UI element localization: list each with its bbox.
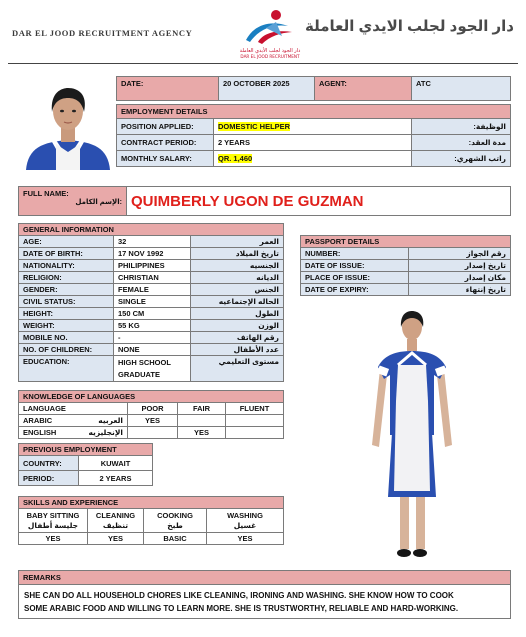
passport-issue-place-label-ar: مكان إصدار (409, 272, 511, 284)
skill-cleaning-value: YES (88, 533, 144, 545)
civil-status-label-ar: الحاله الإجتماعيه (191, 296, 284, 308)
employment-title: EMPLOYMENT DETAILS (117, 105, 511, 119)
gender-value: FEMALE (114, 284, 191, 296)
portrait-photo (22, 78, 114, 170)
country-value: KUWAIT (79, 456, 153, 471)
period-value: 2 YEARS (79, 471, 153, 486)
lang-col-fair: FAIR (178, 403, 226, 415)
languages-title: KNOWLEDGE OF LANGUAGES (19, 391, 284, 403)
dob-label: DATE OF BIRTH: (19, 248, 114, 260)
lang-english-fair: YES (178, 427, 226, 439)
languages-table (18, 390, 284, 439)
nationality-label: NATIONALITY: (19, 260, 114, 272)
remarks-text: SHE CAN DO ALL HOUSEHOLD CHORES LIKE CLEANING, IRONING AND WASHING. SHE KNOW HOW TO COOK SOME ARABIC FOOD AND WILLING TO LEARN MORE. SHE IS TRUSTWORTHY, RELIABLE AND HARD-WORKING. (19, 585, 511, 619)
weight-value: 55 KG (114, 320, 191, 332)
lang-col-language: LANGUAGE (19, 403, 128, 415)
full-name-value: QUIMBERLY UGON DE GUZMAN (127, 187, 511, 216)
salary-label-ar: راتب الشهري: (412, 151, 511, 167)
salary-label: MONTHLY SALARY: (117, 151, 214, 167)
passport-details-table (300, 235, 511, 296)
svg-text:DAR EL JOOD RECRUITMENT: DAR EL JOOD RECRUITMENT (240, 54, 300, 59)
nationality-value: PHILIPPINES (114, 260, 191, 272)
lang-arabic-fair (178, 415, 226, 427)
skills-title: SKILLS AND EXPERIENCE (19, 497, 284, 509)
passport-issue-date-label-ar: تاريخ إصدار (409, 260, 511, 272)
lang-col-poor: POOR (128, 403, 178, 415)
passport-number-label-ar: رقم الجواز (409, 248, 511, 260)
position-value: DOMESTIC HELPER (214, 119, 412, 135)
gender-label: GENDER: (19, 284, 114, 296)
nationality-label-ar: الجنسيه (191, 260, 284, 272)
skills-table (18, 496, 284, 545)
age-value: 32 (114, 236, 191, 248)
weight-label-ar: الوزن (191, 320, 284, 332)
children-value: NONE (114, 344, 191, 356)
skill-babysitting: BABY SITTING جليسة أطفال (19, 509, 88, 533)
dob-value: 17 NOV 1992 (114, 248, 191, 260)
agency-name-english: DAR EL JOOD RECRUITMENT AGENCY (12, 28, 193, 38)
children-label: NO. OF CHILDREN: (19, 344, 114, 356)
header-divider (8, 63, 518, 64)
date-agent-table (116, 76, 511, 101)
skill-cooking: COOKING طبخ (144, 509, 207, 533)
mobile-label-ar: رقم الهاتف (191, 332, 284, 344)
passport-issue-date-label: DATE OF ISSUE: (301, 260, 409, 272)
education-label-ar: مستوى التعليمي (191, 356, 284, 382)
previous-employment-table (18, 443, 153, 486)
salary-value: QR. 1,460 (214, 151, 412, 167)
height-label-ar: الطول (191, 308, 284, 320)
lang-english-poor (128, 427, 178, 439)
full-name-label-ar: الإسم الكامل: (75, 199, 122, 206)
general-info-table (18, 223, 284, 382)
skill-babysitting-value: YES (19, 533, 88, 545)
lang-arabic-poor: YES (128, 415, 178, 427)
full-name-table (18, 186, 511, 216)
skill-cooking-value: BASIC (144, 533, 207, 545)
religion-label-ar: الديانه (191, 272, 284, 284)
civil-status-value: SINGLE (114, 296, 191, 308)
period-label: PERIOD: (19, 471, 79, 486)
full-body-photo (362, 305, 462, 565)
date-value: 20 OCTOBER 2025 (219, 77, 315, 101)
passport-number-label: NUMBER: (301, 248, 409, 260)
lang-arabic-fluent (226, 415, 284, 427)
skill-cleaning: CLEANING تنظيف (88, 509, 144, 533)
children-label-ar: عدد الأطفال (191, 344, 284, 356)
country-label: COUNTRY: (19, 456, 79, 471)
religion-value: CHRISTIAN (114, 272, 191, 284)
civil-status-label: CIVIL STATUS: (19, 296, 114, 308)
height-value: 150 CM (114, 308, 191, 320)
remarks-table (18, 570, 511, 619)
table-row (19, 427, 284, 439)
agency-logo (236, 6, 304, 60)
lang-name-arabic: ARABIC العربيه (19, 415, 128, 427)
contract-label-ar: مدة العقد: (412, 135, 511, 151)
agent-label: AGENT: (315, 77, 412, 101)
svg-text:دار الجود لجلب الأيدي العاملة: دار الجود لجلب الأيدي العاملة (239, 48, 301, 54)
age-label: AGE: (19, 236, 114, 248)
date-label: DATE: (117, 77, 219, 101)
employment-details-table (116, 104, 511, 167)
general-info-title: GENERAL INFORMATION (19, 224, 284, 236)
education-value: HIGH SCHOOL GRADUATE (114, 356, 191, 382)
mobile-label: MOBILE NO. (19, 332, 114, 344)
education-label: EDUCATION: (19, 356, 114, 382)
weight-label: WEIGHT: (19, 320, 114, 332)
contract-value: 2 YEARS (214, 135, 412, 151)
passport-expiry-label-ar: تاريخ إنتهاء (409, 284, 511, 296)
position-label: POSITION APPLIED: (117, 119, 214, 135)
skill-washing-value: YES (207, 533, 284, 545)
height-label: HEIGHT: (19, 308, 114, 320)
lang-english-fluent (226, 427, 284, 439)
mobile-value: - (114, 332, 191, 344)
full-name-label: FULL NAME: الإسم الكامل: (19, 187, 127, 216)
passport-expiry-label: DATE OF EXPIRY: (301, 284, 409, 296)
passport-title: PASSPORT DETAILS (301, 236, 511, 248)
agency-name-arabic: دار الجود لجلب الايدي العاملة (304, 18, 514, 35)
passport-issue-place-label: PLACE OF ISSUE: (301, 272, 409, 284)
position-label-ar: الوظيفة: (412, 119, 511, 135)
remarks-title: REMARKS (19, 571, 511, 585)
dob-label-ar: تاريخ الميلاد (191, 248, 284, 260)
skill-washing: WASHING غسيل (207, 509, 284, 533)
lang-name-english: ENGLISH الإنجليزيه (19, 427, 128, 439)
table-row (19, 415, 284, 427)
age-label-ar: العمر (191, 236, 284, 248)
gender-label-ar: الجنس (191, 284, 284, 296)
agent-value: ATC (412, 77, 511, 101)
religion-label: RELIGION: (19, 272, 114, 284)
lang-col-fluent: FLUENT (226, 403, 284, 415)
previous-employment-title: PREVIOUS EMPLOYMENT (19, 444, 153, 456)
contract-label: CONTRACT PERIOD: (117, 135, 214, 151)
